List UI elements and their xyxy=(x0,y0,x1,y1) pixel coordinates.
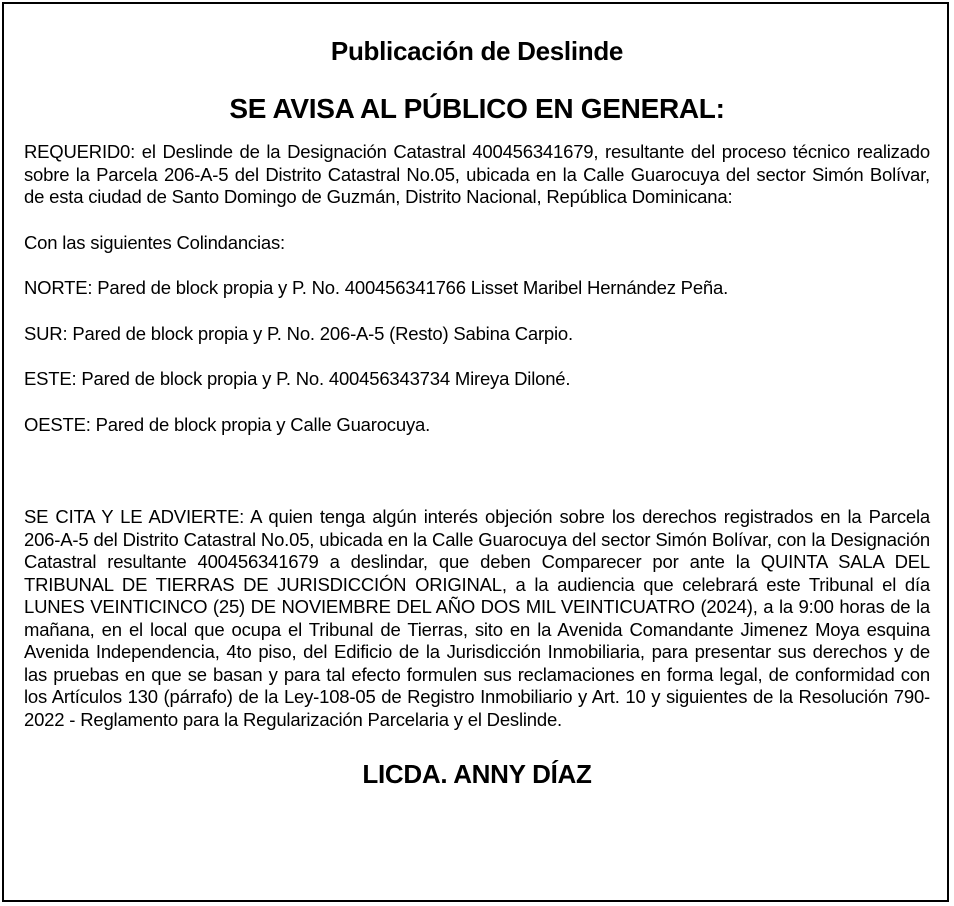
colindancia-norte: NORTE: Pared de block propia y P. No. 400456341766 Lisset Maribel Hernández Peña. xyxy=(24,277,729,298)
notice-subtitle: SE AVISA AL PÚBLICO EN GENERAL: xyxy=(229,93,725,124)
colindancia-sur: SUR: Pared de block propia y P. No. 206-A-5 (Resto) Sabina Carpio. xyxy=(24,322,573,344)
cita-paragraph: SE CITA Y LE ADVIERTE: A quien tenga algún interés objeción sobre los derechos registrados en la Parcela 206-A-5 del Distrito Catastral No.05, ubicada en la Calle Guarocuya del sector Simón Bolívar, con la Designación Catastral resultante 400456341679 a deslindar, que deben Comparecer por ante la QUINTA SALA DEL TRIBUNAL DE TIERRAS DE JURISDICCIÓN ORIGINAL, a la audiencia que celebrará este Tribunal el día LUNES VEINTICINCO (25) DE NOVIEMBRE DEL AÑO DOS MIL VEINTICUATRO (2024), a la 9:00 horas de la mañana, en el local que ocupa el Tribunal de Tierras, sito en la Avenida Comandante Jimenez Moya esquina Avenida Independencia, 4to piso, del Edificio de la Jurisdicción Inmobiliaria, para presentar sus derechos y de las pruebas en que se basan y para tal efecto formulen sus reclamaciones en forma legal, de conformidad con los Artículos 130 (párrafo) de la Ley-108-05 de Registro Inmobiliario y Art. 10 y siguientes de la Resolución 790-2022 - Reglamento para la Regularización Parcelaria y el Deslinde. xyxy=(24,506,930,730)
signature: LICDA. ANNY DÍAZ xyxy=(362,759,592,789)
requerido-paragraph: REQUERID0: el Deslinde de la Designación Catastral 400456341679, resultante del proceso técnico realizado sobre la Parcela 206-A-5 del Distrito Catastral No.05, ubicada en la Calle Guarocuya del sector Simón Bolívar, de esta ciudad de Santo Domingo de Guzmán, Distrito Nacional, República Dominicana: xyxy=(24,141,930,207)
notice-title: Publicación de Deslinde xyxy=(330,36,624,66)
notice-content xyxy=(24,34,930,791)
colindancias-heading: Con las siguientes Colindancias: xyxy=(24,231,285,253)
notice-frame xyxy=(2,2,949,902)
colindancia-oeste: OESTE: Pared de block propia y Calle Guarocuya. xyxy=(24,413,431,435)
colindancia-este: ESTE: Pared de block propia y P. No. 400456343734 Mireya Diloné. xyxy=(24,368,571,389)
